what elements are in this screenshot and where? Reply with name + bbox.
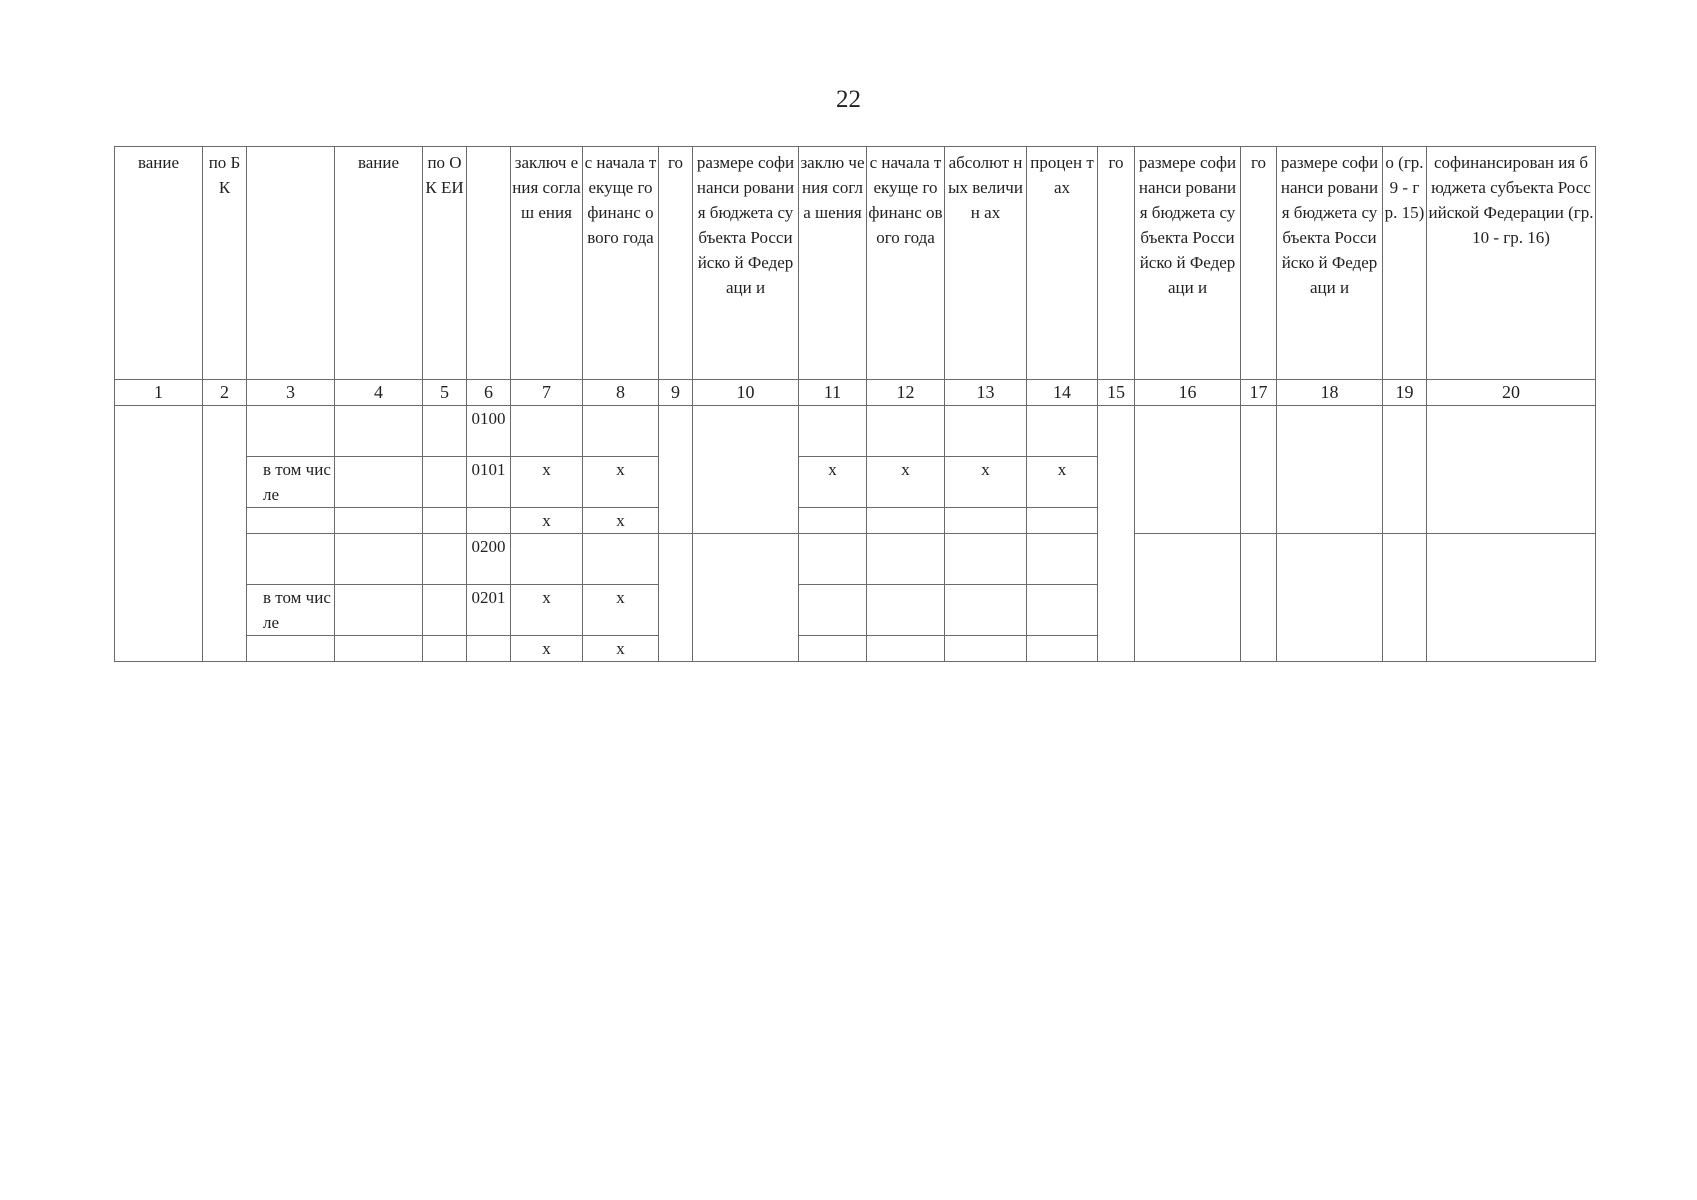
- data-cell: x: [583, 508, 659, 534]
- data-cell: [945, 406, 1027, 457]
- row-code: 0201: [467, 585, 511, 636]
- data-cell: [1027, 534, 1098, 585]
- row-label: [247, 406, 335, 457]
- data-cell-col16: [1135, 534, 1241, 662]
- header-cell: вание: [335, 147, 423, 380]
- row-code: 0200: [467, 534, 511, 585]
- data-cell: [423, 406, 467, 457]
- header-cell: абсолют ных величин ах: [945, 147, 1027, 380]
- header-cell: го: [659, 147, 693, 380]
- data-cell: [335, 585, 423, 636]
- header-cell: софинансирован ия бюджета субъекта Российской Федерации (гр. 10 - гр. 16): [1427, 147, 1596, 380]
- data-cell: [1027, 636, 1098, 662]
- data-cell: [423, 636, 467, 662]
- page-number: 22: [836, 86, 861, 113]
- report-table: [114, 146, 1596, 662]
- row-code: [467, 636, 511, 662]
- data-cell: [799, 636, 867, 662]
- data-cell-col17: [1241, 534, 1277, 662]
- data-cell: x: [511, 508, 583, 534]
- data-cell: x: [1027, 457, 1098, 508]
- header-cell: о (гр. 9 - гр. 15): [1383, 147, 1427, 380]
- data-cell-col19: [1383, 534, 1427, 662]
- column-number: 2: [203, 380, 247, 406]
- data-cell-col2: [203, 406, 247, 662]
- data-cell-col10: [693, 534, 799, 662]
- header-cell: [247, 147, 335, 380]
- data-cell-col16: [1135, 406, 1241, 534]
- header-cell: вание: [115, 147, 203, 380]
- column-number: 7: [511, 380, 583, 406]
- data-cell: x: [583, 585, 659, 636]
- data-cell: x: [799, 457, 867, 508]
- data-cell: [945, 585, 1027, 636]
- column-number: 20: [1427, 380, 1596, 406]
- data-cell: x: [945, 457, 1027, 508]
- data-cell-col18: [1277, 406, 1383, 534]
- data-cell: [867, 585, 945, 636]
- header-cell: го: [1241, 147, 1277, 380]
- column-number: 15: [1098, 380, 1135, 406]
- row-code: 0100: [467, 406, 511, 457]
- data-cell: [335, 508, 423, 534]
- data-cell: x: [583, 457, 659, 508]
- column-number: 8: [583, 380, 659, 406]
- data-cell-col19: [1383, 406, 1427, 534]
- header-cell: заклю чения согла шения: [799, 147, 867, 380]
- data-cell: [583, 534, 659, 585]
- column-number-row: [115, 380, 1596, 406]
- column-number: 11: [799, 380, 867, 406]
- column-number: 13: [945, 380, 1027, 406]
- data-cell: [799, 534, 867, 585]
- column-number: 12: [867, 380, 945, 406]
- data-cell: [583, 406, 659, 457]
- row-label: [247, 636, 335, 662]
- header-cell: размере софинанси рования бюджета субъекта Российско й Федераци и: [1135, 147, 1241, 380]
- data-cell-col20: [1427, 406, 1596, 534]
- data-cell: [423, 585, 467, 636]
- header-cell: заключ ения соглаш ения: [511, 147, 583, 380]
- data-cell: x: [511, 585, 583, 636]
- data-cell: [945, 534, 1027, 585]
- table-row: [115, 534, 1596, 585]
- data-cell-col17: [1241, 406, 1277, 534]
- data-cell: [511, 534, 583, 585]
- data-cell: x: [511, 636, 583, 662]
- data-cell-col1: [115, 406, 203, 662]
- data-cell: [799, 508, 867, 534]
- data-cell: [511, 406, 583, 457]
- header-row: [115, 147, 1596, 380]
- data-cell-col9: [659, 534, 693, 662]
- column-number: 16: [1135, 380, 1241, 406]
- data-cell: [867, 636, 945, 662]
- data-cell-col10: [693, 406, 799, 534]
- data-cell: [945, 636, 1027, 662]
- table-row: [115, 406, 1596, 457]
- header-cell: размере софинанси рования бюджета субъекта Российско й Федераци и: [1277, 147, 1383, 380]
- data-cell: [799, 585, 867, 636]
- data-cell: [1027, 406, 1098, 457]
- data-cell: [867, 406, 945, 457]
- header-cell: размере софинанси рования бюджета субъекта Российско й Федераци и: [693, 147, 799, 380]
- row-label: [247, 508, 335, 534]
- column-number: 3: [247, 380, 335, 406]
- header-cell: с начала текуще го финанс ового года: [583, 147, 659, 380]
- header-cell: го: [1098, 147, 1135, 380]
- column-number: 4: [335, 380, 423, 406]
- column-number: 1: [115, 380, 203, 406]
- row-code: 0101: [467, 457, 511, 508]
- data-cell: [945, 508, 1027, 534]
- column-number: 9: [659, 380, 693, 406]
- data-cell-col9: [659, 406, 693, 534]
- data-cell: [423, 508, 467, 534]
- header-cell: по ОК ЕИ: [423, 147, 467, 380]
- data-cell: [335, 457, 423, 508]
- column-number: 17: [1241, 380, 1277, 406]
- data-cell: [335, 406, 423, 457]
- column-number: 19: [1383, 380, 1427, 406]
- data-cell: [423, 457, 467, 508]
- data-cell: x: [867, 457, 945, 508]
- data-cell: x: [511, 457, 583, 508]
- data-cell: [867, 508, 945, 534]
- data-cell: [335, 636, 423, 662]
- data-cell: [799, 406, 867, 457]
- data-cell: [423, 534, 467, 585]
- data-cell: [1027, 508, 1098, 534]
- header-cell: с начала текуще го финанс ового года: [867, 147, 945, 380]
- row-label: в том числе: [247, 457, 335, 508]
- column-number: 18: [1277, 380, 1383, 406]
- column-number: 14: [1027, 380, 1098, 406]
- header-cell: процен тах: [1027, 147, 1098, 380]
- data-cell: x: [583, 636, 659, 662]
- data-cell: [335, 534, 423, 585]
- column-number: 5: [423, 380, 467, 406]
- header-cell: [467, 147, 511, 380]
- row-label: [247, 534, 335, 585]
- data-cell-col20: [1427, 534, 1596, 662]
- data-cell-col18: [1277, 534, 1383, 662]
- data-cell: [867, 534, 945, 585]
- data-cell-col15: [1098, 406, 1135, 662]
- header-cell: по БК: [203, 147, 247, 380]
- row-label: в том числе: [247, 585, 335, 636]
- row-code: [467, 508, 511, 534]
- data-cell: [1027, 585, 1098, 636]
- column-number: 6: [467, 380, 511, 406]
- column-number: 10: [693, 380, 799, 406]
